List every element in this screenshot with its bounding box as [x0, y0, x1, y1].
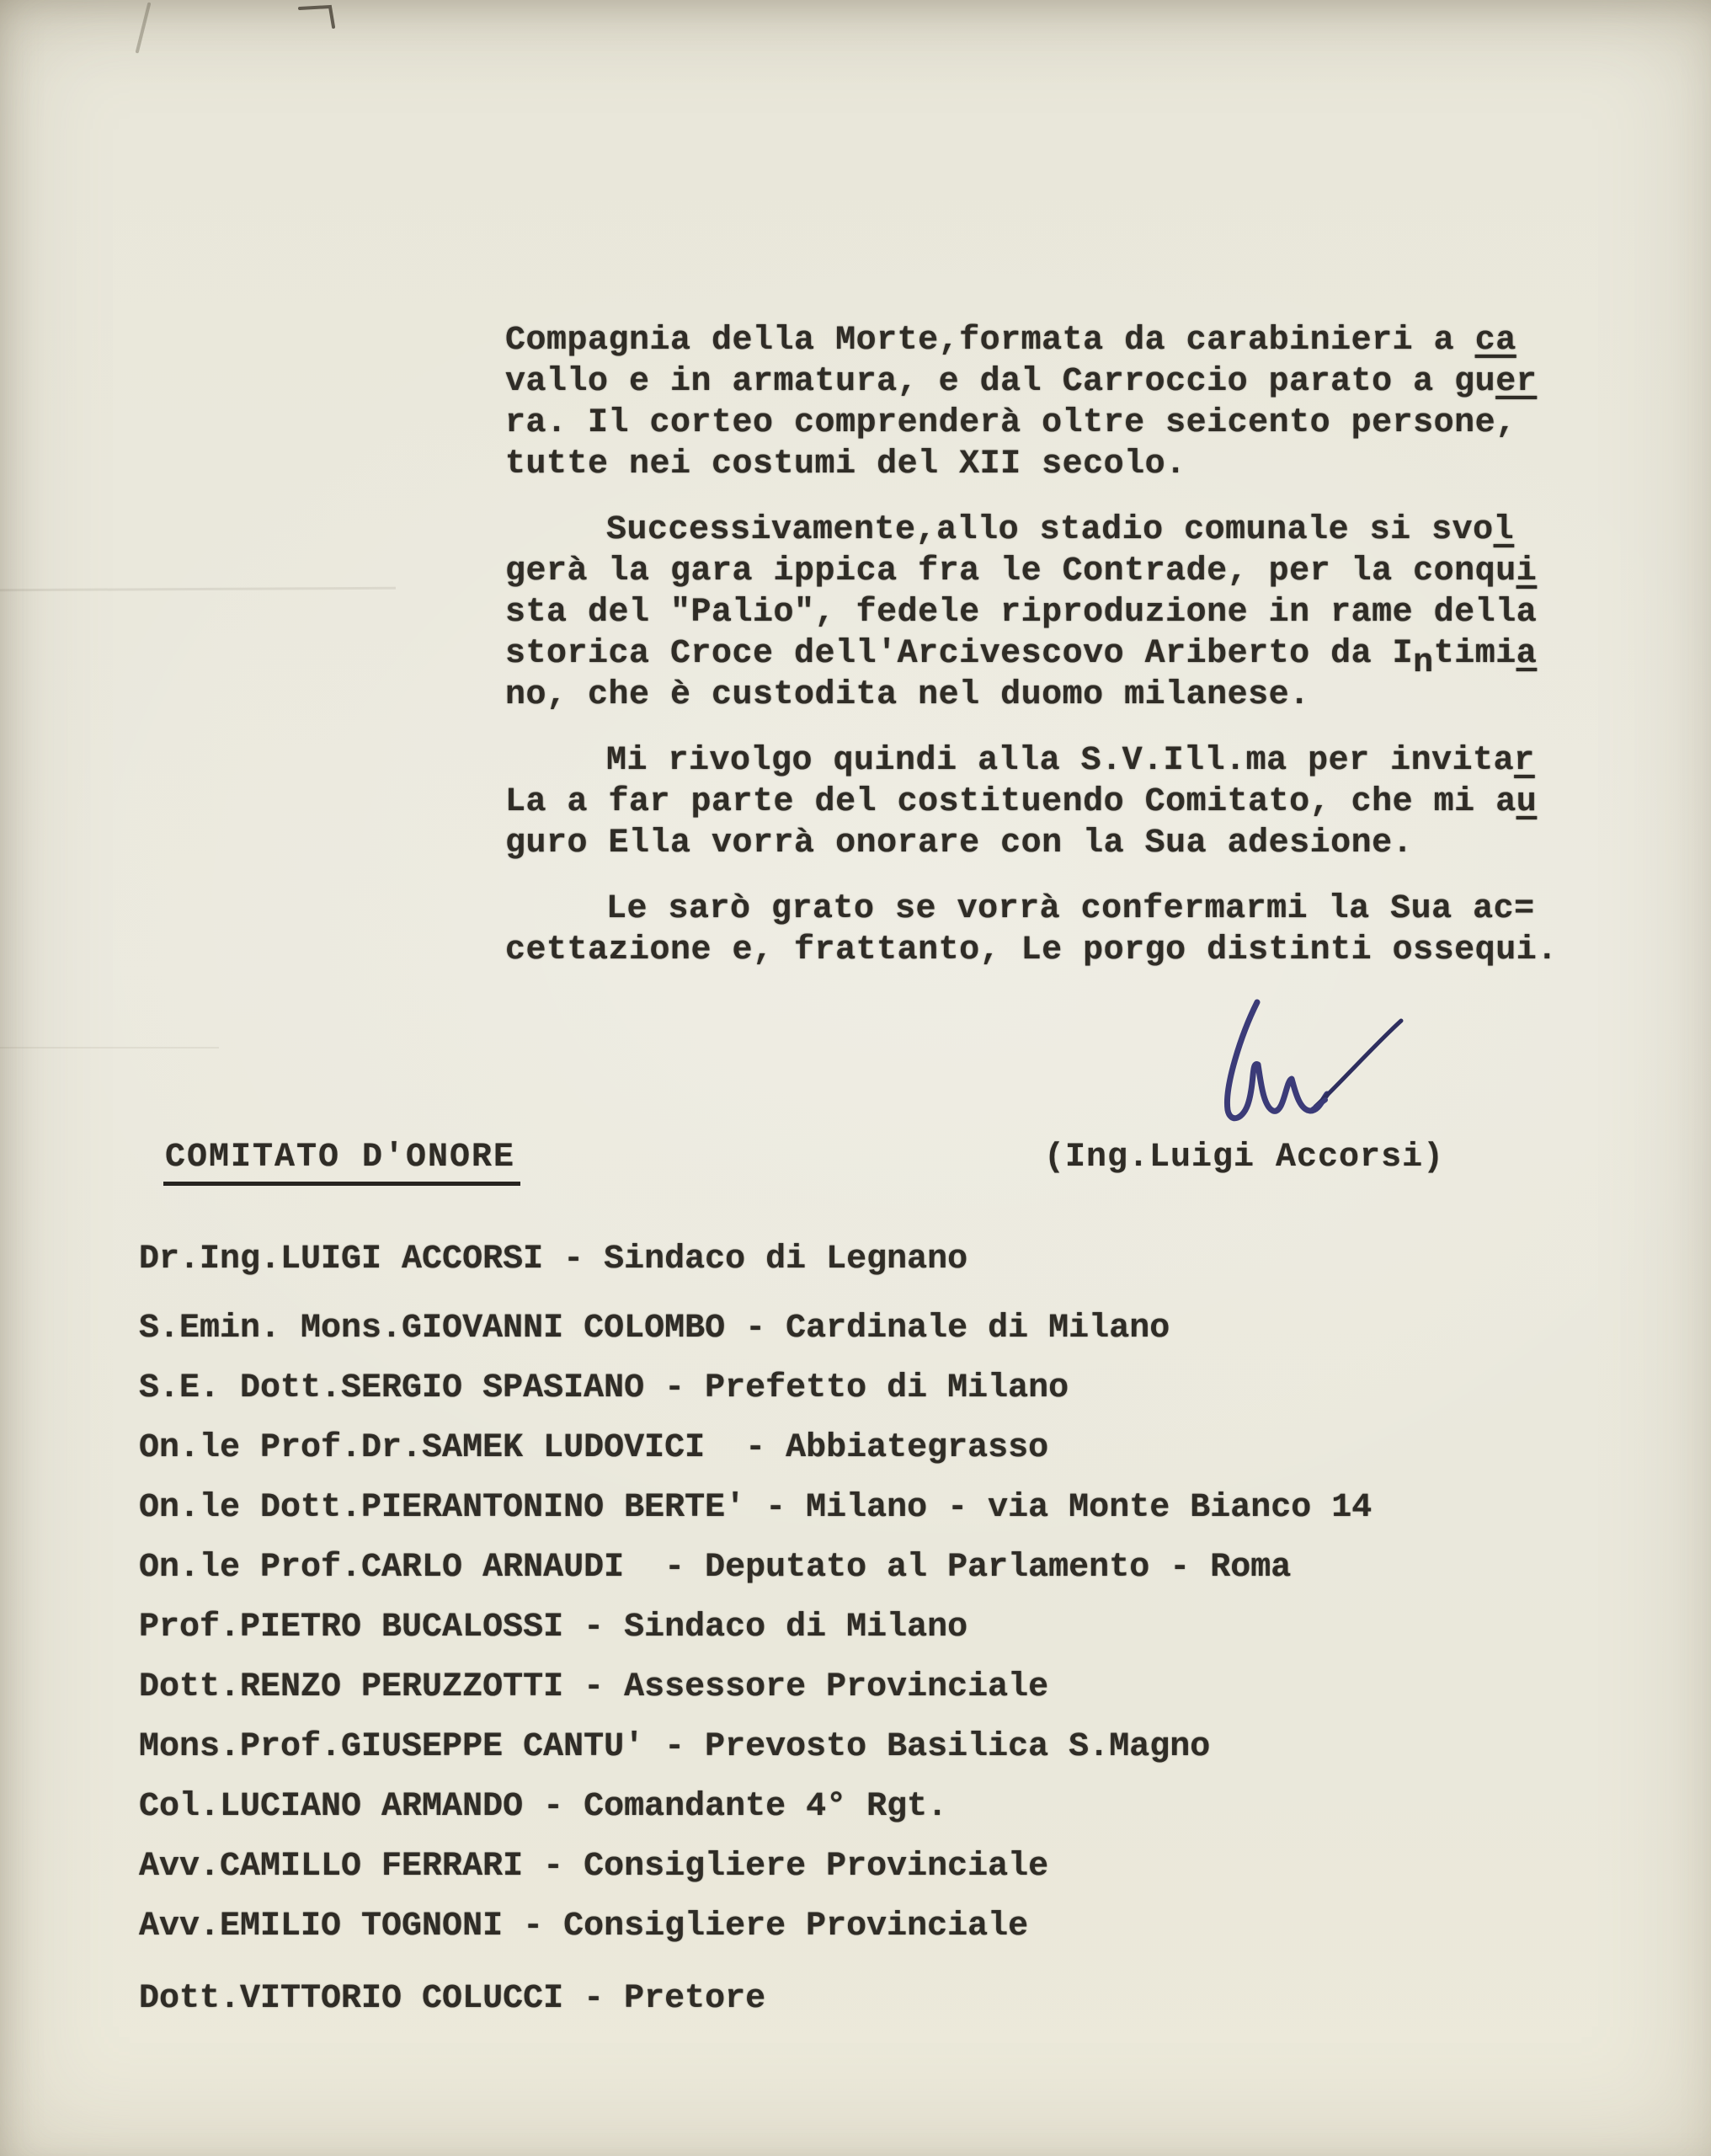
- letter-line: cettazione e, frattanto, Le porgo distinti ossequi.: [505, 931, 1558, 969]
- letter-paragraph: [505, 740, 1583, 864]
- committee-member: S.E. Dott.SERGIO SPASIANO - Prefetto di Milano: [139, 1369, 1069, 1407]
- letter-line: tutte nei costumi del XII secolo.: [505, 446, 1186, 483]
- committee-member: Col.LUCIANO ARMANDO - Comandante 4° Rgt.: [139, 1788, 948, 1826]
- letter-paragraph: [505, 320, 1583, 485]
- letter-line: Le sarò grato se vorrà confermarmi la Sua ac=: [606, 890, 1535, 928]
- letter-body: [505, 320, 1583, 995]
- committee-heading: COMITATO D'ONORE: [163, 1139, 520, 1186]
- letter-line: La a far parte del costituendo Comitato, che mi au: [505, 783, 1538, 821]
- committee-member: On.le Prof.Dr.SAMEK LUDOVICI - Abbiategrasso: [139, 1429, 1049, 1467]
- letter-line: no, che è custodita nel duomo milanese.: [505, 676, 1310, 714]
- letter-paragraph: [505, 889, 1583, 971]
- committee-member: Mons.Prof.GIUSEPPE CANTU' - Prevosto Basilica S.Magno: [139, 1728, 1211, 1766]
- paper-fold-line: [0, 1047, 219, 1049]
- committee-member: Dott.VITTORIO COLUCCI - Pretore: [139, 1980, 766, 2018]
- letter-line: ra. Il corteo comprenderà oltre seicento persone,: [505, 404, 1516, 442]
- letter-line: sta del "Palio", fedele riproduzione in rame della: [505, 594, 1538, 632]
- letter-line: vallo e in armatura, e dal Carroccio parato a guer: [505, 363, 1538, 401]
- pen-mark: [296, 3, 347, 32]
- committee-list: [139, 1230, 1612, 2029]
- committee-member: Dr.Ing.LUIGI ACCORSI - Sindaco di Legnano: [139, 1241, 968, 1278]
- letter-line: Mi rivolgo quindi alla S.V.Ill.ma per invitar: [606, 742, 1535, 780]
- committee-member: Prof.PIETRO BUCALOSSI - Sindaco di Milano: [139, 1609, 968, 1646]
- paper-fold-line: [0, 587, 396, 591]
- committee-member: On.le Dott.PIERANTONINO BERTE' - Milano - via Monte Bianco 14: [139, 1489, 1373, 1527]
- committee-member: S.Emin. Mons.GIOVANNI COLOMBO - Cardinale di Milano: [139, 1310, 1170, 1348]
- committee-member: Avv.EMILIO TOGNONI - Consigliere Provinciale: [139, 1908, 1029, 1945]
- signature-typed-name: (Ing.Luigi Accorsi): [1044, 1139, 1445, 1177]
- letter-line: Compagnia della Morte,formata da carabinieri a ca: [505, 322, 1516, 360]
- letter-line: storica Croce dell'Arcivescovo Ariberto da Intimia: [505, 635, 1538, 682]
- signature-ink: [1177, 992, 1430, 1144]
- letter-line: gerà la gara ippica fra le Contrade, per la conqui: [505, 552, 1538, 590]
- committee-member: On.le Prof.CARLO ARNAUDI - Deputato al Parlamento - Roma: [139, 1549, 1292, 1587]
- letter-line: guro Ella vorrà onorare con la Sua adesione.: [505, 825, 1414, 862]
- committee-member: Avv.CAMILLO FERRARI - Consigliere Provinciale: [139, 1848, 1049, 1886]
- letter-paragraph: [505, 510, 1583, 716]
- committee-member: Dott.RENZO PERUZZOTTI - Assessore Provinciale: [139, 1668, 1049, 1706]
- paper-corner-crease: [136, 2, 152, 53]
- letter-line: Successivamente,allo stadio comunale si svol: [606, 511, 1515, 549]
